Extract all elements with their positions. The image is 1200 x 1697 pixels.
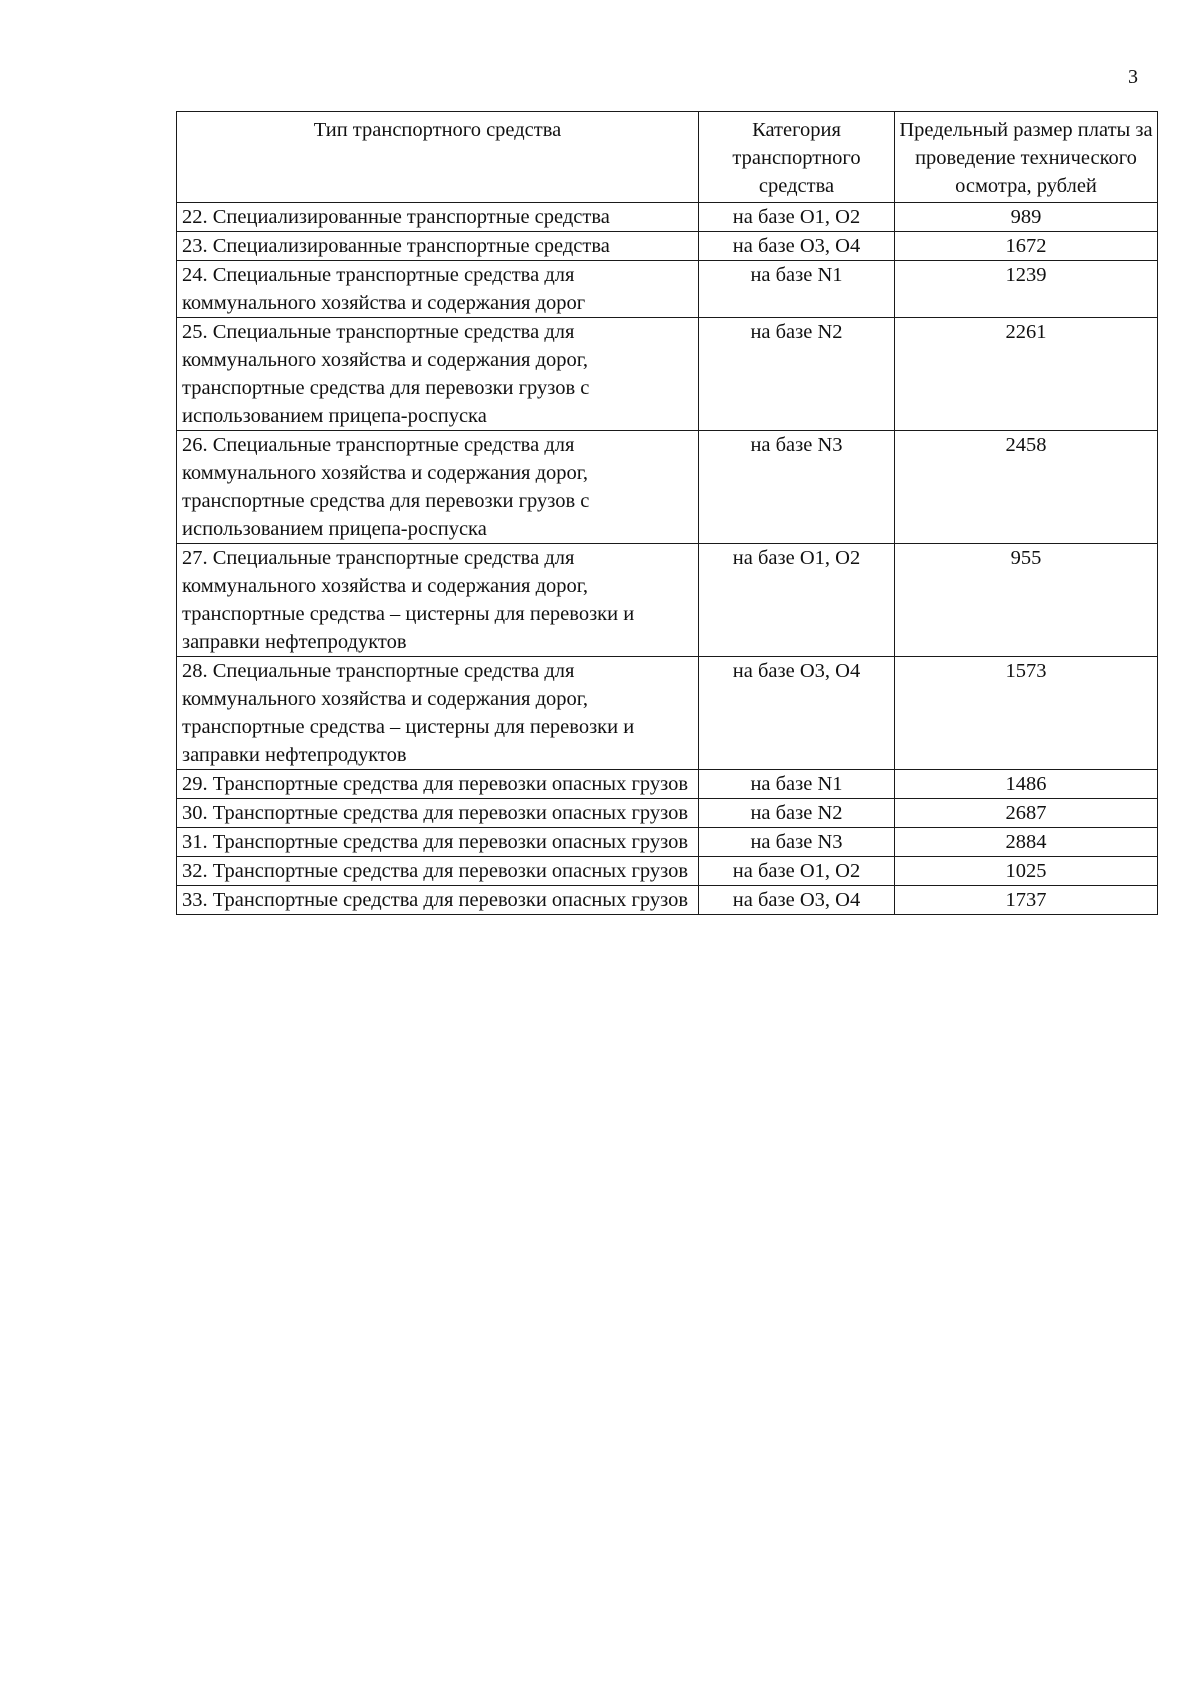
header-vehicle-category: Категория транспортного средства [699,112,895,203]
vehicle-type-cell: 29. Транспортные средства для перевозки опасных грузов [177,770,699,799]
category-cell: на базе О3, О4 [699,232,895,261]
category-cell: на базе N3 [699,828,895,857]
table-row [177,799,1158,828]
vehicle-type-cell: 33. Транспортные средства для перевозки опасных грузов [177,886,699,915]
table-row [177,857,1158,886]
category-cell: на базе N1 [699,261,895,318]
table-row [177,770,1158,799]
vehicle-type-cell: 30. Транспортные средства для перевозки опасных грузов [177,799,699,828]
table-row [177,203,1158,232]
vehicle-type-cell: 32. Транспортные средства для перевозки опасных грузов [177,857,699,886]
fee-cell: 1486 [895,770,1158,799]
fee-cell: 955 [895,544,1158,657]
table-row [177,828,1158,857]
header-max-fee: Предельный размер платы за проведение технического осмотра, рублей [895,112,1158,203]
fee-cell: 1239 [895,261,1158,318]
category-cell: на базе О3, О4 [699,886,895,915]
vehicle-type-cell: 22. Специализированные транспортные средства [177,203,699,232]
fee-cell: 1025 [895,857,1158,886]
vehicle-type-cell: 25. Специальные транспортные средства для коммунального хозяйства и содержания дорог, транспортные средства для перевозки грузов с использованием прицепа-роспуска [177,318,699,431]
table-header-row [177,112,1158,203]
table-body [177,203,1158,915]
table-row [177,431,1158,544]
vehicle-type-cell: 26. Специальные транспортные средства для коммунального хозяйства и содержания дорог, транспортные средства для перевозки грузов с использованием прицепа-роспуска [177,431,699,544]
vehicle-type-cell: 28. Специальные транспортные средства для коммунального хозяйства и содержания дорог, транспортные средства – цистерны для перевозки и заправки нефтепродуктов [177,657,699,770]
fee-cell: 1672 [895,232,1158,261]
category-cell: на базе N2 [699,799,895,828]
vehicle-type-cell: 24. Специальные транспортные средства для коммунального хозяйства и содержания дорог [177,261,699,318]
vehicle-type-cell: 31. Транспортные средства для перевозки опасных грузов [177,828,699,857]
header-vehicle-type: Тип транспортного средства [177,112,699,203]
table-row [177,886,1158,915]
category-cell: на базе О1, О2 [699,857,895,886]
category-cell: на базе N1 [699,770,895,799]
fee-cell: 2884 [895,828,1158,857]
table-row [177,232,1158,261]
category-cell: на базе О1, О2 [699,544,895,657]
page-number: 3 [1128,66,1138,88]
fee-table [176,111,1158,915]
fee-cell: 1737 [895,886,1158,915]
category-cell: на базе О1, О2 [699,203,895,232]
table-row [177,318,1158,431]
fee-cell: 1573 [895,657,1158,770]
table-row [177,261,1158,318]
fee-cell: 2261 [895,318,1158,431]
category-cell: на базе N3 [699,431,895,544]
category-cell: на базе N2 [699,318,895,431]
vehicle-type-cell: 23. Специализированные транспортные средства [177,232,699,261]
fee-cell: 2687 [895,799,1158,828]
vehicle-type-cell: 27. Специальные транспортные средства для коммунального хозяйства и содержания дорог, транспортные средства – цистерны для перевозки и заправки нефтепродуктов [177,544,699,657]
table-row [177,657,1158,770]
fee-cell: 2458 [895,431,1158,544]
category-cell: на базе О3, О4 [699,657,895,770]
table-row [177,544,1158,657]
fee-cell: 989 [895,203,1158,232]
